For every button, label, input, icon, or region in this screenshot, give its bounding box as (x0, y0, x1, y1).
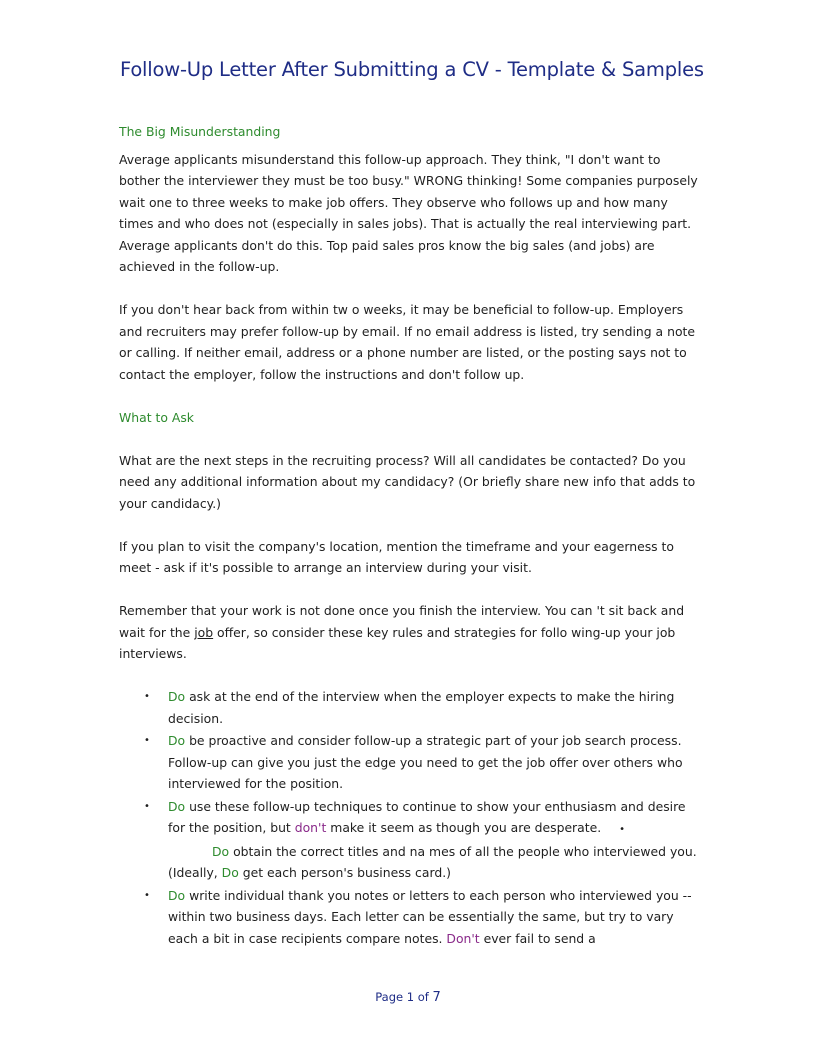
list-item (119, 730, 699, 795)
do-label: Do (168, 689, 186, 704)
page-footer (0, 990, 816, 1005)
bullet-icon: • (619, 824, 626, 835)
rule-text: ask at the end of the interview when the employer expects to make the hiring decision. (168, 689, 675, 726)
list-item (119, 686, 699, 729)
bullet-icon: • (144, 889, 150, 901)
paragraph-text: offer, so consider these key rules and strategies for follo wing-up your job interviews. (119, 624, 676, 661)
dont-label: Don't (446, 930, 480, 946)
paragraph-misunderstanding-1: Average applicants misunderstand this follow-up approach. They think, "I don't want to bother the interviewer they must be too busy." WRONG thinking! Some companies purposely wait one to three weeks to make job offers. They observe who follows up and how many times and who does not (especially in sales jobs). That is actually the real interviewing part. Average applicants don't do this. Top paid sales pros know the big sales (and jobs) are achieved in the follow-up. (119, 151, 698, 274)
document-body (119, 121, 699, 950)
rule-text: obtain the correct titles and na mes of all the people who interviewed you. (Ideally, (168, 843, 697, 880)
rule-text: use these follow-up techniques to continue to show your enthusiasm and desire for the position, but (168, 798, 686, 835)
bullet-icon: • (144, 691, 150, 702)
rule-text: be proactive and consider follow-up a strategic part of your job search process. Follow-up can give you just the edge you need to get the job offer over others who interviewed for the position. (168, 733, 683, 791)
document-title: Follow-Up Letter After Submitting a CV - Template & Samples (120, 58, 704, 81)
bullet-icon: • (144, 800, 150, 812)
paragraph-what-to-ask-1: What are the next steps in the recruiting process? Will all candidates be contacted? Do you need any additional information about my candidacy? (Or briefly share new info that adds to your candidacy.) (119, 452, 696, 511)
rules-list (119, 686, 699, 949)
bullet-icon: • (144, 735, 150, 746)
do-label: Do (168, 733, 186, 748)
section-heading-what-to-ask: What to Ask (119, 409, 194, 425)
list-item (119, 885, 699, 950)
page-total: 7 (432, 990, 441, 1005)
paragraph-what-to-ask-3 (119, 600, 699, 665)
rule-text: write individual thank you notes or letters to each person who interviewed you -- within two business days. Each letter can be essentially the same, but try to vary each a bit in case recipients compare notes. (168, 887, 692, 946)
job-link[interactable]: job (194, 624, 214, 640)
dont-label: don't (294, 820, 327, 835)
rule-text: make it seem as though you are desperate. (326, 820, 602, 835)
do-label: Do (168, 798, 186, 814)
paragraph-misunderstanding-2: If you don't hear back from within tw o weeks, it may be beneficial to follow-up. Employers and recruiters may prefer follow-up by email. If no email address is listed, try sending a note or calling. If neither email, address or a phone number are listed, or the posting says not to contact the employer, follow the instructions and don't follow up. (119, 302, 696, 382)
do-label: Do (212, 843, 230, 859)
list-item (119, 796, 699, 884)
page-number-label: Page 1 of (375, 990, 433, 1004)
rule-text: ever fail to send a (479, 930, 596, 946)
rule-text: get each person's business card.) (238, 865, 451, 880)
do-label: Do (221, 865, 239, 880)
paragraph-text: Remember that your work is not done once you finish the interview. You can 't sit back and wait for the (119, 603, 685, 640)
section-heading-misunderstanding: The Big Misunderstanding (119, 124, 281, 139)
paragraph-what-to-ask-2: If you plan to visit the company's location, mention the timeframe and your eagerness to meet - ask if it's possible to arrange an interview during your visit. (119, 538, 674, 575)
do-label: Do (168, 887, 186, 903)
